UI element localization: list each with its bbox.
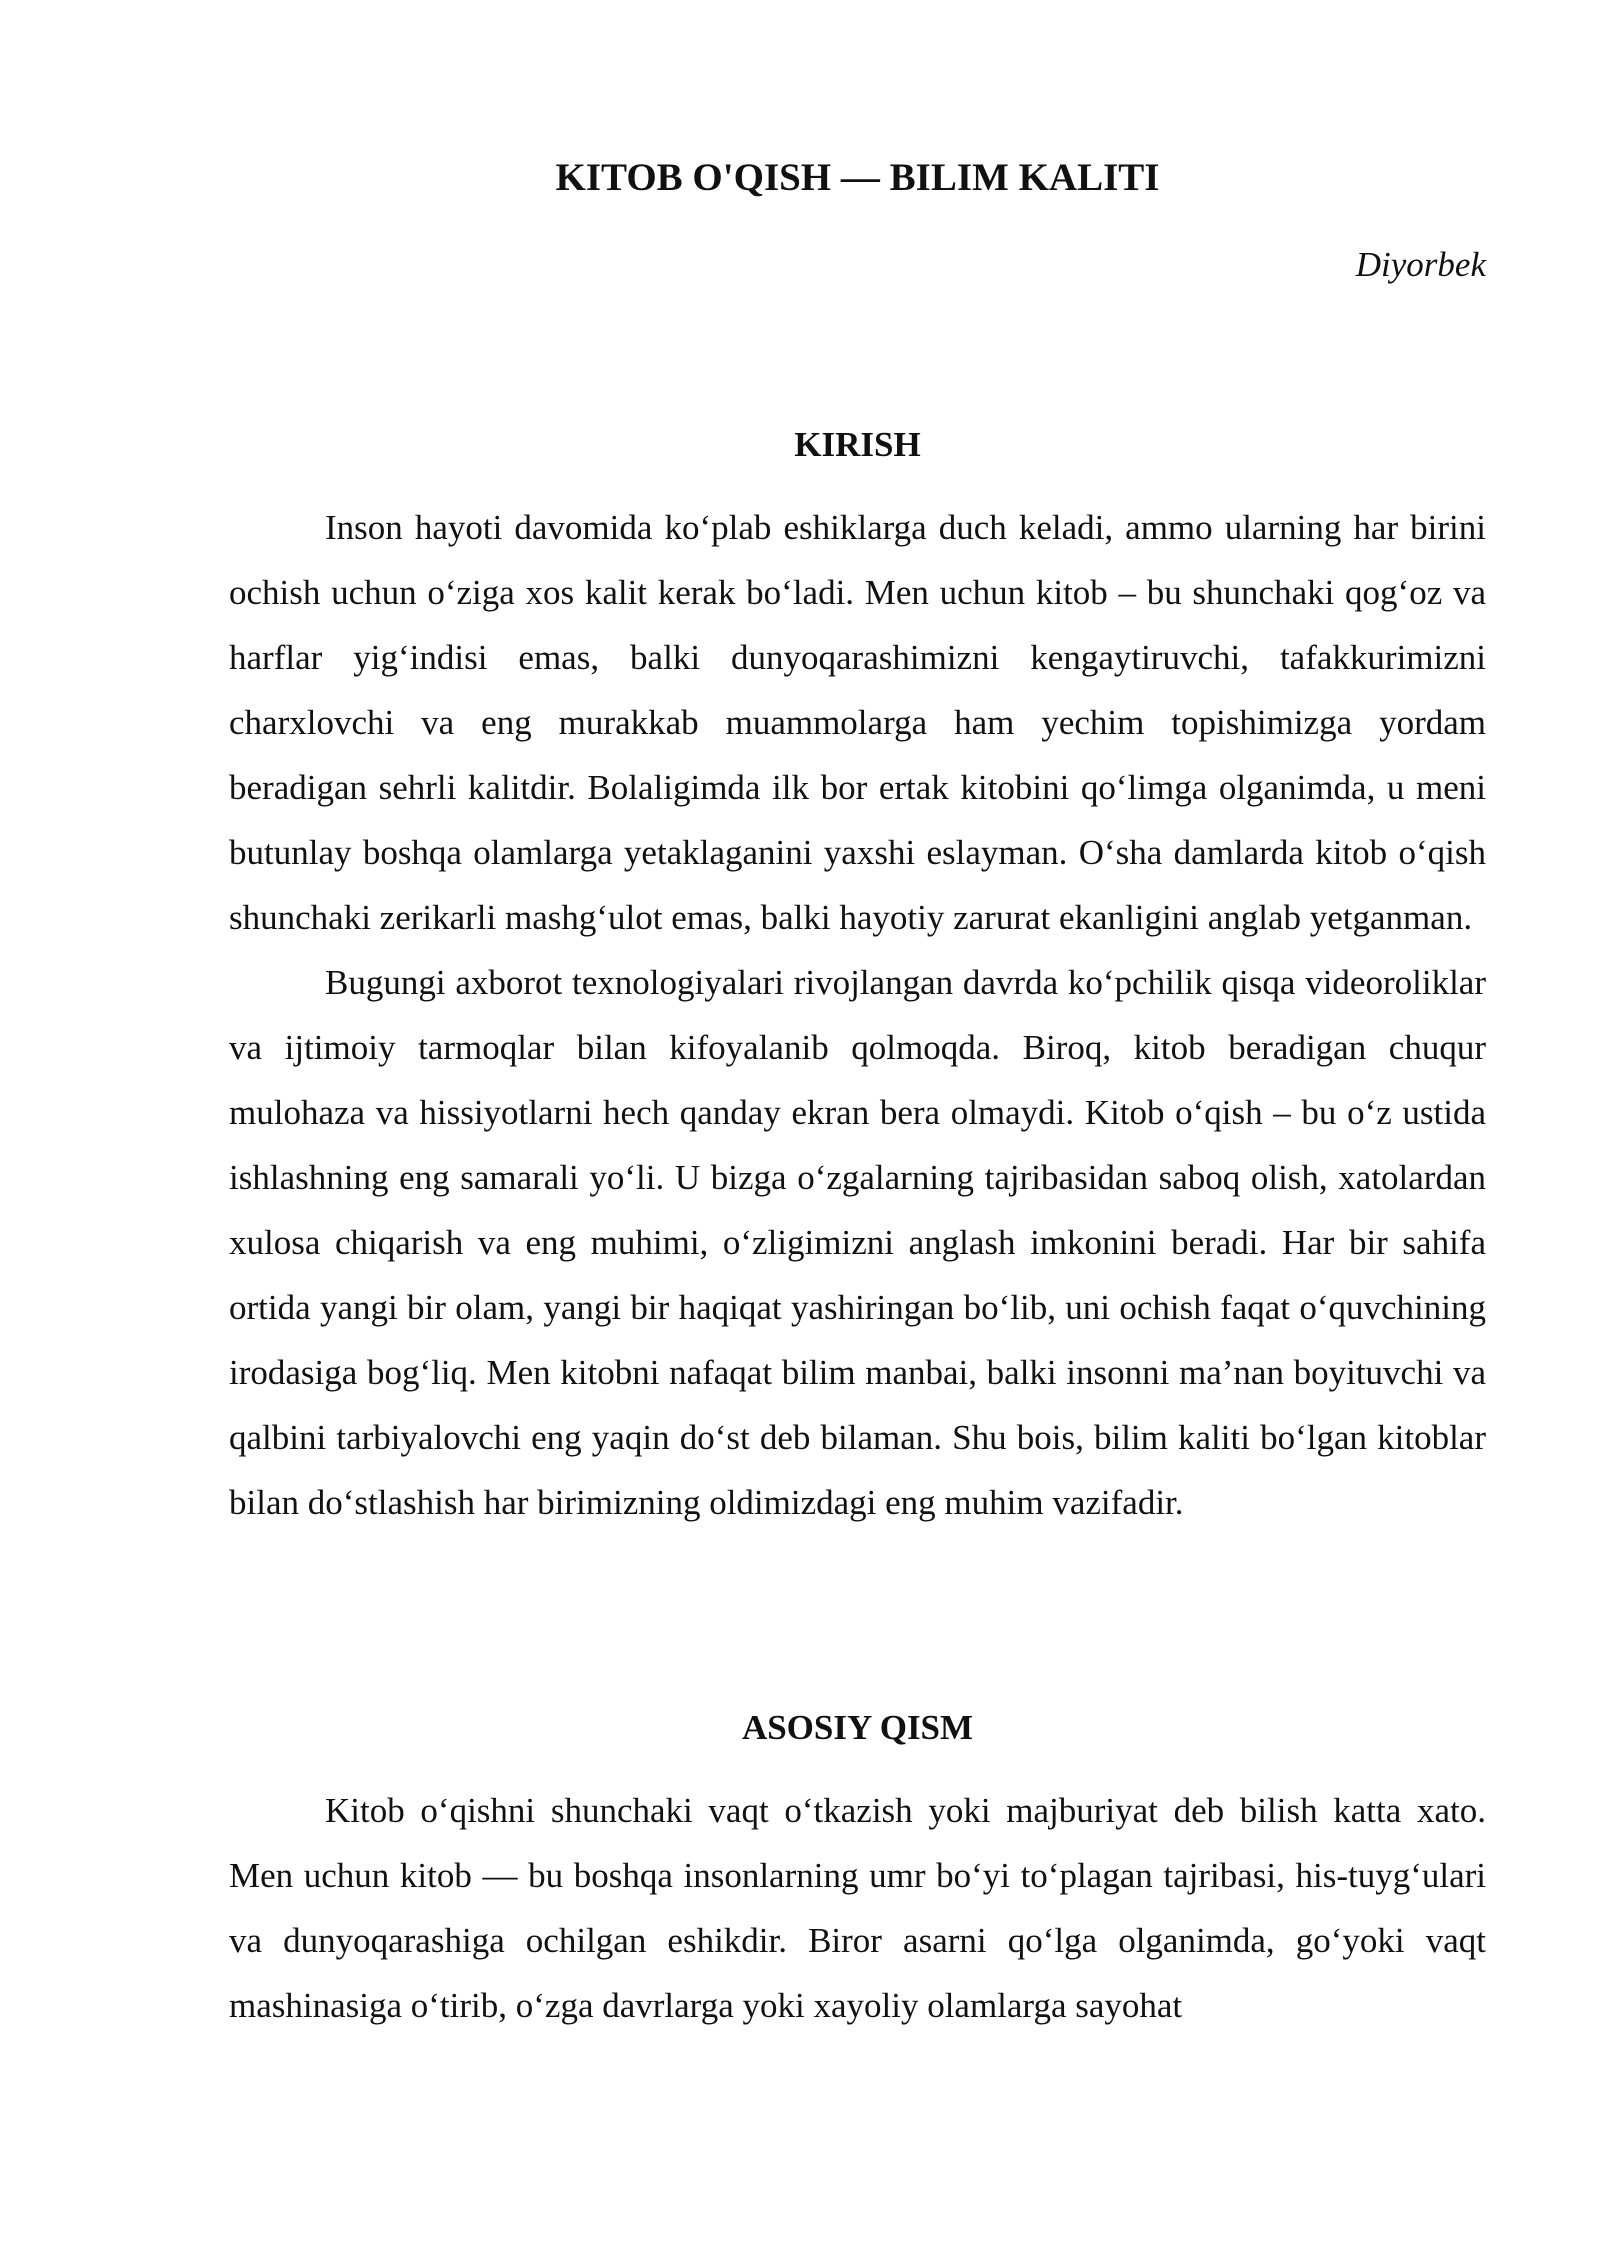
section-body-asosiy-qism xyxy=(229,1778,1486,2038)
paragraph: Bugungi axborot texnologiyalari rivojlangan davrda ko‘pchilik qisqa videoroliklar va ijtimoiy tarmoqlar bilan kifoyalanib qolmoqda. Biroq, kitob beradigan chuqur mulohaza va hissiyotlarni hech qanday ekran bera olmaydi. Kitob o‘qish – bu o‘z ustida ishlashning eng samarali yo‘li. U bizga o‘zgalarning tajribasidan saboq olish, xatolardan xulosa chiqarish va eng muhimi, o‘zligimizni anglash imkonini beradi. Har bir sahifa ortida yangi bir olam, yangi bir haqiqat yashiringan bo‘lib, uni ochish faqat o‘quvchining irodasiga bog‘liq. Men kitobni nafaqat bilim manbai, balki insonni ma’nan boyituvchi va qalbini tarbiyalovchi eng yaqin do‘st deb bilaman. Shu bois, bilim kaliti bo‘lgan kitoblar bilan do‘stlashish har birimizning oldimizdagi eng muhim vazifadir. xyxy=(229,963,1486,1522)
paragraph: Kitob o‘qishni shunchaki vaqt o‘tkazish yoki majburiyat deb bilish katta xato. Men uchun kitob — bu boshqa insonlarning umr bo‘yi to‘plagan tajribasi, his-tuyg‘ulari va dunyoqarashiga ochilgan eshikdir. Biror asarni qo‘lga olganimda, go‘yoki vaqt mashinasiga o‘tirib, o‘zga davrlarga yoki xayoliy olamlarga sayohat xyxy=(229,1791,1486,2025)
paragraph: Inson hayoti davomida ko‘plab eshiklarga duch keladi, ammo ularning har birini ochish uchun o‘ziga xos kalit kerak bo‘ladi. Men uchun kitob – bu shunchaki qog‘oz va harflar yig‘indisi emas, balki dunyoqarashimizni kengaytiruvchi, tafakkurimizni charxlovchi va eng murakkab muammolarga ham yechim topishimizga yordam beradigan sehrli kalitdir. Bolaligimda ilk bor ertak kitobini qo‘limga olganimda, u meni butunlay boshqa olamlarga yetaklaganini yaxshi eslayman. O‘sha damlarda kitob o‘qish shunchaki zerikarli mashg‘ulot emas, balki hayotiy zarurat ekanligini anglab yetganman. xyxy=(229,508,1486,937)
section-heading-asosiy-qism: ASOSIY QISM xyxy=(741,1708,974,1747)
section-body-kirish xyxy=(229,495,1486,1535)
author-name: Diyorbek xyxy=(1355,245,1486,284)
section-heading-kirish: KIRISH xyxy=(794,425,921,464)
document-title: KITOB O'QISH — BILIM KALITI xyxy=(555,156,1160,199)
